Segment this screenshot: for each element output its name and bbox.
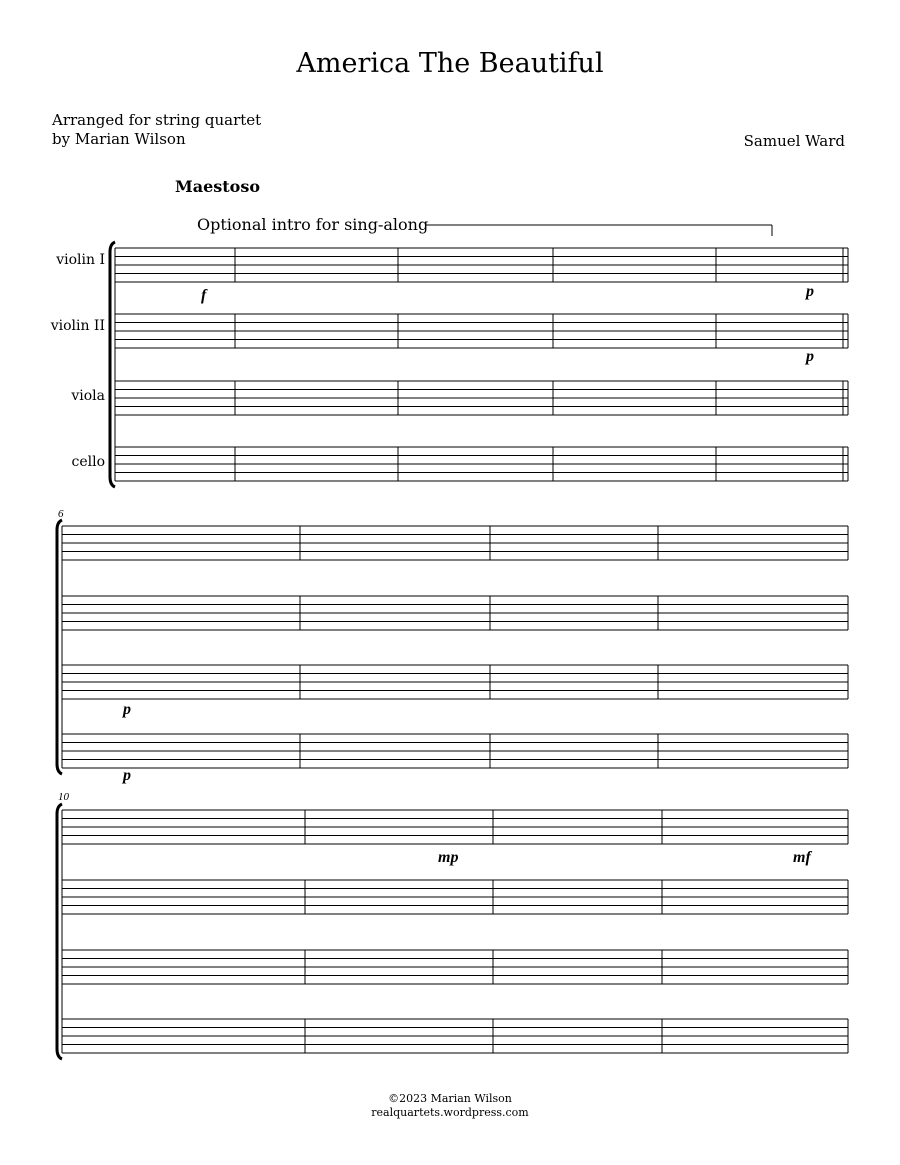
arranger-line-1: Arranged for string quartet <box>52 111 262 129</box>
dynamic-mark: p <box>123 767 131 784</box>
staves <box>57 242 848 1059</box>
dynamic-mark: p <box>123 701 131 718</box>
measure-number: 6 <box>58 508 64 520</box>
page-title: America The Beautiful <box>296 48 604 79</box>
intro-label: Optional intro for sing-along <box>197 215 429 234</box>
dynamic-mark: p <box>806 348 814 365</box>
dynamic-mark: mp <box>438 849 459 866</box>
dynamic-mark: f <box>201 287 207 304</box>
system-bracket <box>57 520 62 774</box>
copyright: ©2023 Marian Wilson <box>388 1092 512 1105</box>
instrument-label-cello: cello <box>71 454 105 470</box>
dynamic-mark: p <box>806 283 814 300</box>
website: realquartets.wordpress.com <box>371 1106 529 1119</box>
arranger-line-2: by Marian Wilson <box>52 130 186 148</box>
instrument-label-viola: viola <box>71 388 105 404</box>
system-bracket <box>110 242 115 487</box>
instrument-label-violin-1: violin I <box>56 252 105 268</box>
composer: Samuel Ward <box>743 132 845 150</box>
system-bracket <box>57 804 62 1059</box>
instrument-label-violin-2: violin II <box>50 318 105 334</box>
dynamic-mark: mf <box>793 849 811 866</box>
tempo-marking: Maestoso <box>175 177 261 196</box>
measure-number: 10 <box>58 791 69 803</box>
